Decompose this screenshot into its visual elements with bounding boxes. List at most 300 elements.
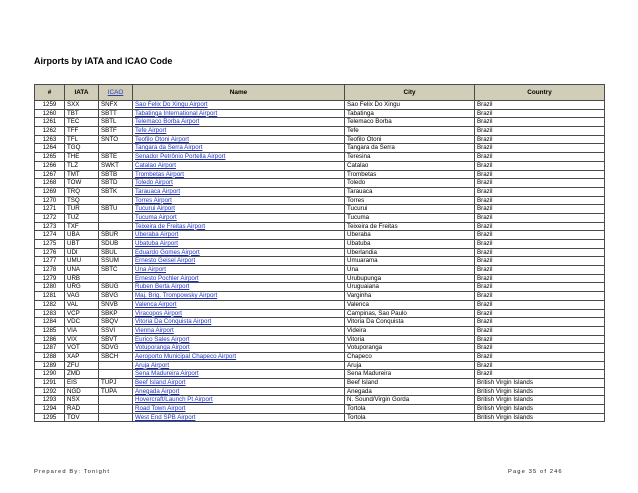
cell-name <box>133 257 345 266</box>
cell-country: Brazil <box>475 266 605 275</box>
column-header-country: Country <box>475 85 605 101</box>
cell-country: Brazil <box>475 205 605 214</box>
cell-country: Brazil <box>475 222 605 231</box>
cell-icao: SBTF <box>99 127 133 136</box>
cell-city: Varginha <box>345 292 475 301</box>
airport-link[interactable]: Aruja Airport <box>135 361 170 369</box>
table-row <box>35 179 605 188</box>
cell-name <box>133 231 345 240</box>
airport-link[interactable]: Telemaco Borba Airport <box>135 118 200 126</box>
airport-link[interactable]: Toledo Airport <box>135 179 173 187</box>
table-row <box>35 387 605 396</box>
cell-iata: TUZ <box>65 213 99 222</box>
cell-iata: XAP <box>65 352 99 361</box>
cell-city: Teixeira de Freitas <box>345 222 475 231</box>
cell-name <box>133 396 345 405</box>
airport-link[interactable]: Teofilo Otoni Airport <box>135 135 189 143</box>
cell-country: Brazil <box>475 161 605 170</box>
cell-icao <box>99 274 133 283</box>
cell-iata: VAL <box>65 300 99 309</box>
airport-link[interactable]: Tarauaca Airport <box>135 187 181 195</box>
cell-number: 1292 <box>35 387 65 396</box>
table-row <box>35 127 605 136</box>
cell-number: 1275 <box>35 240 65 249</box>
cell-icao: SSVI <box>99 326 133 335</box>
cell-number: 1274 <box>35 231 65 240</box>
cell-number: 1259 <box>35 101 65 110</box>
cell-icao: SBTL <box>99 118 133 127</box>
cell-country: Brazil <box>475 370 605 379</box>
cell-iata: VIA <box>65 326 99 335</box>
cell-name <box>133 370 345 379</box>
cell-iata: TGQ <box>65 144 99 153</box>
table-row <box>35 266 605 275</box>
airport-link[interactable]: Trombetas Airport <box>135 170 184 178</box>
cell-icao: SNFX <box>99 101 133 110</box>
cell-country: Brazil <box>475 361 605 370</box>
table-header-row <box>35 85 605 101</box>
cell-name <box>133 361 345 370</box>
airport-link[interactable]: Hovercraft/Launch Pt Airport <box>135 396 213 404</box>
cell-name <box>133 240 345 249</box>
cell-city: Telemaco Borba <box>345 118 475 127</box>
airport-link[interactable]: Tucuma Airport <box>135 213 177 221</box>
cell-name <box>133 318 345 327</box>
cell-iata: UBA <box>65 231 99 240</box>
cell-name <box>133 292 345 301</box>
cell-iata: TMT <box>65 170 99 179</box>
cell-country: Brazil <box>475 257 605 266</box>
airports-table <box>34 84 605 422</box>
cell-number: 1294 <box>35 405 65 414</box>
cell-iata: TSQ <box>65 196 99 205</box>
cell-city: Toledo <box>345 179 475 188</box>
cell-number: 1278 <box>35 266 65 275</box>
cell-name <box>133 127 345 136</box>
cell-number: 1277 <box>35 257 65 266</box>
cell-icao: SBVG <box>99 292 133 301</box>
cell-icao: SBQV <box>99 318 133 327</box>
table-row <box>35 231 605 240</box>
cell-number: 1264 <box>35 144 65 153</box>
cell-city: Umuarama <box>345 257 475 266</box>
table-row <box>35 153 605 162</box>
airport-link[interactable]: Viracopos Airport <box>135 309 183 317</box>
airport-link[interactable]: Valenca Airport <box>135 300 177 308</box>
cell-number: 1272 <box>35 213 65 222</box>
cell-iata: THE <box>65 153 99 162</box>
table-body <box>35 101 605 422</box>
cell-number: 1280 <box>35 283 65 292</box>
cell-number: 1266 <box>35 161 65 170</box>
cell-name <box>133 205 345 214</box>
column-header-city: City <box>345 85 475 101</box>
table-row <box>35 187 605 196</box>
table-row <box>35 379 605 388</box>
cell-icao <box>99 361 133 370</box>
cell-number: 1281 <box>35 292 65 301</box>
cell-icao <box>99 370 133 379</box>
cell-iata: TBT <box>65 109 99 118</box>
cell-iata: TFF <box>65 127 99 136</box>
cell-icao <box>99 413 133 422</box>
cell-country: Brazil <box>475 170 605 179</box>
cell-iata: UDI <box>65 248 99 257</box>
cell-iata: TUR <box>65 205 99 214</box>
cell-icao <box>99 144 133 153</box>
table-row <box>35 118 605 127</box>
cell-name <box>133 335 345 344</box>
table-row <box>35 205 605 214</box>
cell-iata: UNA <box>65 266 99 275</box>
cell-iata: VIX <box>65 335 99 344</box>
cell-icao: SBTK <box>99 187 133 196</box>
airport-link[interactable]: Road Town Airport <box>135 405 186 413</box>
cell-number: 1265 <box>35 153 65 162</box>
airport-link[interactable]: Ernesto Geisel Airport <box>135 257 196 265</box>
cell-country: Brazil <box>475 326 605 335</box>
cell-name <box>133 222 345 231</box>
airport-link[interactable]: Senador Petrônio Portella Airport <box>135 153 226 161</box>
cell-city: Vitoria <box>345 335 475 344</box>
table-row <box>35 283 605 292</box>
table-row <box>35 413 605 422</box>
cell-name <box>133 135 345 144</box>
airport-link[interactable]: Eurico Sales Airport <box>135 335 190 343</box>
cell-icao <box>99 405 133 414</box>
airport-link[interactable]: Anegada Airport <box>135 387 180 395</box>
cell-number: 1267 <box>35 170 65 179</box>
cell-number: 1279 <box>35 274 65 283</box>
table-row <box>35 405 605 414</box>
cell-city: Valenca <box>345 300 475 309</box>
cell-city: Anegada <box>345 387 475 396</box>
cell-number: 1270 <box>35 196 65 205</box>
cell-country: Brazil <box>475 135 605 144</box>
cell-icao: SBUG <box>99 283 133 292</box>
cell-name <box>133 179 345 188</box>
cell-name <box>133 352 345 361</box>
cell-iata: EIS <box>65 379 99 388</box>
cell-country: Brazil <box>475 179 605 188</box>
cell-city: Una <box>345 266 475 275</box>
cell-iata: VDC <box>65 318 99 327</box>
table-row <box>35 300 605 309</box>
cell-city: Urubupunga <box>345 274 475 283</box>
cell-country: Brazil <box>475 352 605 361</box>
cell-name <box>133 153 345 162</box>
cell-country: Brazil <box>475 248 605 257</box>
cell-city: Vitoria Da Conquista <box>345 318 475 327</box>
table-row <box>35 257 605 266</box>
cell-name <box>133 187 345 196</box>
table-row <box>35 326 605 335</box>
cell-country: Brazil <box>475 344 605 353</box>
cell-icao: SBVT <box>99 335 133 344</box>
cell-iata: URG <box>65 283 99 292</box>
cell-number: 1262 <box>35 127 65 136</box>
airport-link[interactable]: Aeroporto Municipal Chapeco Airport <box>135 352 237 360</box>
cell-icao <box>99 196 133 205</box>
table-row <box>35 292 605 301</box>
airport-link[interactable]: West End SPB Airport <box>135 413 196 421</box>
cell-city: Teresina <box>345 153 475 162</box>
cell-city: Tucuma <box>345 213 475 222</box>
airport-link[interactable]: Una Airport <box>135 266 166 274</box>
cell-iata: RAD <box>65 405 99 414</box>
cell-icao: TUPJ <box>99 379 133 388</box>
table-row <box>35 196 605 205</box>
cell-iata: UMU <box>65 257 99 266</box>
cell-iata: TXF <box>65 222 99 231</box>
cell-number: 1290 <box>35 370 65 379</box>
column-header-number: # <box>35 85 65 101</box>
cell-icao: SBTC <box>99 266 133 275</box>
cell-city: Ubatuba <box>345 240 475 249</box>
cell-number: 1282 <box>35 300 65 309</box>
table-row <box>35 248 605 257</box>
cell-name <box>133 326 345 335</box>
cell-country: British Virgin Islands <box>475 405 605 414</box>
airport-link[interactable]: Maj. Brig. Trompowsky Airport <box>135 292 218 300</box>
airport-link[interactable]: Ruben Berta Airport <box>135 283 190 291</box>
cell-icao: SNVB <box>99 300 133 309</box>
table-row <box>35 135 605 144</box>
cell-country: British Virgin Islands <box>475 413 605 422</box>
cell-name <box>133 109 345 118</box>
airport-link[interactable]: Vienna Airport <box>135 326 174 334</box>
footer-prepared-by: Prepared By: Tonight <box>34 469 111 475</box>
cell-iata: NSX <box>65 396 99 405</box>
airport-link[interactable]: Votuporanga Airport <box>135 344 190 352</box>
table-row <box>35 396 605 405</box>
page-title: Airports by IATA and ICAO Code <box>34 56 173 66</box>
cell-city: Teofilo Otoni <box>345 135 475 144</box>
table-row <box>35 109 605 118</box>
cell-name <box>133 266 345 275</box>
table-row <box>35 361 605 370</box>
cell-country: Brazil <box>475 153 605 162</box>
cell-iata: UBT <box>65 240 99 249</box>
cell-name <box>133 309 345 318</box>
cell-iata: TRQ <box>65 187 99 196</box>
cell-icao: SBKP <box>99 309 133 318</box>
cell-name <box>133 413 345 422</box>
airport-link[interactable]: Vitoria Da Conquista Airport <box>135 318 212 326</box>
cell-iata: TEC <box>65 118 99 127</box>
cell-number: 1288 <box>35 352 65 361</box>
cell-city: Uberaba <box>345 231 475 240</box>
cell-icao: SBTE <box>99 153 133 162</box>
cell-name <box>133 213 345 222</box>
cell-city: Tangara da Serra <box>345 144 475 153</box>
cell-iata: VAG <box>65 292 99 301</box>
cell-city: Torres <box>345 196 475 205</box>
cell-iata: TOV <box>65 413 99 422</box>
cell-country: Brazil <box>475 109 605 118</box>
column-header-icao[interactable]: ICAO <box>99 85 133 101</box>
cell-iata: URB <box>65 274 99 283</box>
cell-number: 1273 <box>35 222 65 231</box>
airport-link[interactable]: Ubatuba Airport <box>135 240 178 248</box>
cell-icao <box>99 222 133 231</box>
cell-iata: VOT <box>65 344 99 353</box>
cell-name <box>133 170 345 179</box>
cell-country: Brazil <box>475 231 605 240</box>
cell-city: N. Sound/Virgin Gorda <box>345 396 475 405</box>
cell-city: Tortola <box>345 405 475 414</box>
cell-number: 1286 <box>35 335 65 344</box>
cell-country: Brazil <box>475 283 605 292</box>
cell-number: 1295 <box>35 413 65 422</box>
airport-link[interactable]: Sao Felix Do Xingu Airport <box>135 101 208 109</box>
cell-icao: SSUM <box>99 257 133 266</box>
airport-link[interactable]: Catalao Airport <box>135 161 176 169</box>
airport-link[interactable]: Beef Island Airport <box>135 379 186 387</box>
cell-country: Brazil <box>475 309 605 318</box>
table-row <box>35 309 605 318</box>
cell-icao: SBUL <box>99 248 133 257</box>
cell-city: Uruguaiana <box>345 283 475 292</box>
cell-icao: SBTD <box>99 179 133 188</box>
cell-iata: VCP <box>65 309 99 318</box>
cell-city: Tabatinga <box>345 109 475 118</box>
cell-city: Videira <box>345 326 475 335</box>
table-row <box>35 318 605 327</box>
cell-city: Sao Felix Do Xingu <box>345 101 475 110</box>
cell-iata: TLZ <box>65 161 99 170</box>
airport-link[interactable]: Torres Airport <box>135 196 172 204</box>
cell-city: Campinas, Sao Paulo <box>345 309 475 318</box>
cell-number: 1268 <box>35 179 65 188</box>
table-row <box>35 222 605 231</box>
airport-link[interactable]: Teixeira de Freitas Airport <box>135 222 206 230</box>
cell-city: Uberlandia <box>345 248 475 257</box>
cell-icao: SBTT <box>99 109 133 118</box>
cell-city: Aruja <box>345 361 475 370</box>
airport-link[interactable]: Ernesto Pochler Airport <box>135 274 199 282</box>
airport-link[interactable]: Sena Madureira Airport <box>135 370 199 378</box>
cell-icao: SBUR <box>99 231 133 240</box>
cell-country: Brazil <box>475 118 605 127</box>
airport-link[interactable]: Tabatinga International Airport <box>135 109 218 117</box>
cell-icao <box>99 213 133 222</box>
cell-name <box>133 274 345 283</box>
column-header-iata: IATA <box>65 85 99 101</box>
cell-city: Beef Island <box>345 379 475 388</box>
cell-city: Chapeco <box>345 352 475 361</box>
cell-number: 1287 <box>35 344 65 353</box>
cell-city: Trombetas <box>345 170 475 179</box>
cell-number: 1276 <box>35 248 65 257</box>
cell-number: 1269 <box>35 187 65 196</box>
cell-country: Brazil <box>475 187 605 196</box>
cell-name <box>133 379 345 388</box>
cell-country: British Virgin Islands <box>475 379 605 388</box>
airport-link[interactable]: Uberaba Airport <box>135 231 179 239</box>
cell-number: 1293 <box>35 396 65 405</box>
table-row <box>35 240 605 249</box>
cell-iata: NGD <box>65 387 99 396</box>
cell-number: 1291 <box>35 379 65 388</box>
cell-city: Tefe <box>345 127 475 136</box>
cell-country: Brazil <box>475 213 605 222</box>
cell-name <box>133 405 345 414</box>
cell-name <box>133 248 345 257</box>
cell-city: Tortola <box>345 413 475 422</box>
cell-city: Sena Madureira <box>345 370 475 379</box>
table-row <box>35 335 605 344</box>
table-row <box>35 370 605 379</box>
cell-icao: TUPA <box>99 387 133 396</box>
airport-link[interactable]: Tangara da Serra Airport <box>135 144 203 152</box>
table-row <box>35 213 605 222</box>
table-row <box>35 101 605 110</box>
cell-country: British Virgin Islands <box>475 396 605 405</box>
cell-city: Tucurui <box>345 205 475 214</box>
cell-icao: SWKT <box>99 161 133 170</box>
cell-name <box>133 101 345 110</box>
cell-number: 1263 <box>35 135 65 144</box>
cell-country: Brazil <box>475 101 605 110</box>
cell-name <box>133 144 345 153</box>
table-row <box>35 144 605 153</box>
cell-name <box>133 387 345 396</box>
table-row <box>35 274 605 283</box>
cell-icao: SNTO <box>99 135 133 144</box>
cell-name <box>133 300 345 309</box>
cell-icao: SBTU <box>99 205 133 214</box>
cell-number: 1289 <box>35 361 65 370</box>
cell-iata: TOW <box>65 179 99 188</box>
cell-icao: SDUB <box>99 240 133 249</box>
airport-link[interactable]: Eduardo Gomes Airport <box>135 248 200 256</box>
cell-iata: ZMD <box>65 370 99 379</box>
cell-icao: SBCH <box>99 352 133 361</box>
cell-number: 1261 <box>35 118 65 127</box>
cell-name <box>133 196 345 205</box>
cell-name <box>133 344 345 353</box>
cell-city: Tarauaca <box>345 187 475 196</box>
cell-country: Brazil <box>475 240 605 249</box>
table-row <box>35 352 605 361</box>
cell-icao: SBTB <box>99 170 133 179</box>
table-row <box>35 170 605 179</box>
cell-name <box>133 161 345 170</box>
cell-number: 1284 <box>35 318 65 327</box>
airport-link[interactable]: Tefe Airport <box>135 127 167 135</box>
cell-name <box>133 118 345 127</box>
cell-number: 1260 <box>35 109 65 118</box>
cell-iata: SXX <box>65 101 99 110</box>
cell-city: Votuporanga <box>345 344 475 353</box>
airport-link[interactable]: Tucurui Airport <box>135 205 176 213</box>
cell-country: British Virgin Islands <box>475 387 605 396</box>
cell-icao: SDVG <box>99 344 133 353</box>
table-row <box>35 161 605 170</box>
cell-country: Brazil <box>475 292 605 301</box>
column-header-name: Name <box>133 85 345 101</box>
cell-iata: ZFU <box>65 361 99 370</box>
cell-number: 1271 <box>35 205 65 214</box>
cell-country: Brazil <box>475 144 605 153</box>
cell-country: Brazil <box>475 127 605 136</box>
cell-city: Catalao <box>345 161 475 170</box>
cell-icao <box>99 396 133 405</box>
cell-name <box>133 283 345 292</box>
cell-number: 1283 <box>35 309 65 318</box>
cell-country: Brazil <box>475 335 605 344</box>
